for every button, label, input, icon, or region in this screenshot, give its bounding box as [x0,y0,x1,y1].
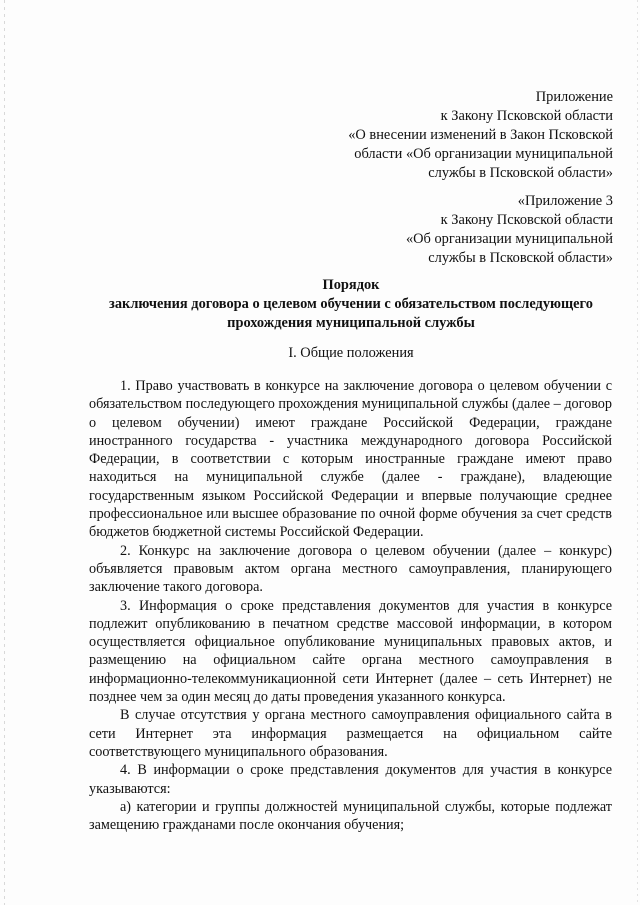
header-line: службы в Псковской области» [428,165,613,181]
header-line: к Закону Псковской области [440,212,613,228]
header-line: «Приложение 3 [517,193,613,209]
header-line: службы в Псковской области» [428,250,613,266]
appendix-header-law [348,88,613,183]
document-title [86,276,616,333]
paragraph: 3. Информация о сроке представления документов для участия в конкурсе подлежит опубликованию в печатном средстве массовой информации, в котором осуществляется официальное опубликование муниципальных правовых актов, и размещению на официальном сайте органа местного самоуправления в информационно-телекоммуникационной сети Интернет (далее – сеть Интернет) не позднее чем за один месяц до даты проведения указанного конкурса. [89,597,612,706]
header-line: «О внесении изменений в Закон Псковской [348,127,613,143]
title-line: заключения договора о целевом обучении с обязательством последующего [109,296,593,312]
paragraph: 1. Право участвовать в конкурсе на заключение договора о целевом обучении с обязательством последующего прохождения муниципальной службы (далее – договор о целевом обучении) имеют граждане Российской Федерации, граждане иностранного государства - участника международного договора Российской Федерации, в соответствии с которым иностранные граждане имеют право находиться на муниципальной службе (далее - граждане), владеющие государственным языком Российской Федерации и впервые получающие среднее профессиональное или высшее образование по очной форме обучения за счет средств бюджетов бюджетной системы Российской Федерации. [89,378,612,541]
paragraph: 4. В информации о сроке представления документов для участия в конкурсе указываются: [89,762,612,797]
scan-left-edge [4,0,5,905]
section-heading: I. Общие положения [288,345,414,361]
document-body [89,377,612,834]
scan-right-edge [637,0,638,905]
header-line: области «Об организации муниципальной [354,146,613,162]
paragraph: В случае отсутствия у органа местного самоуправления официального сайта в сети Интернет эта информация размещается на официальном сайте соответствующего муниципального образования. [89,707,612,760]
header-line: «Об организации муниципальной [405,231,613,247]
appendix-header-3 [406,192,613,268]
paragraph: а) категории и группы должностей муниципальной службы, которые подлежат замещению гражданами после окончания обучения; [89,798,612,834]
title-line: прохождения муниципальной службы [227,315,475,331]
title-line: Порядок [322,277,380,293]
header-line: к Закону Псковской области [440,108,613,124]
header-line: Приложение [535,89,613,105]
paragraph: 2. Конкурс на заключение договора о целевом обучении (далее – конкурс) объявляется правовым актом органа местного самоуправления, планирующего заключение такого договора. [89,542,612,596]
